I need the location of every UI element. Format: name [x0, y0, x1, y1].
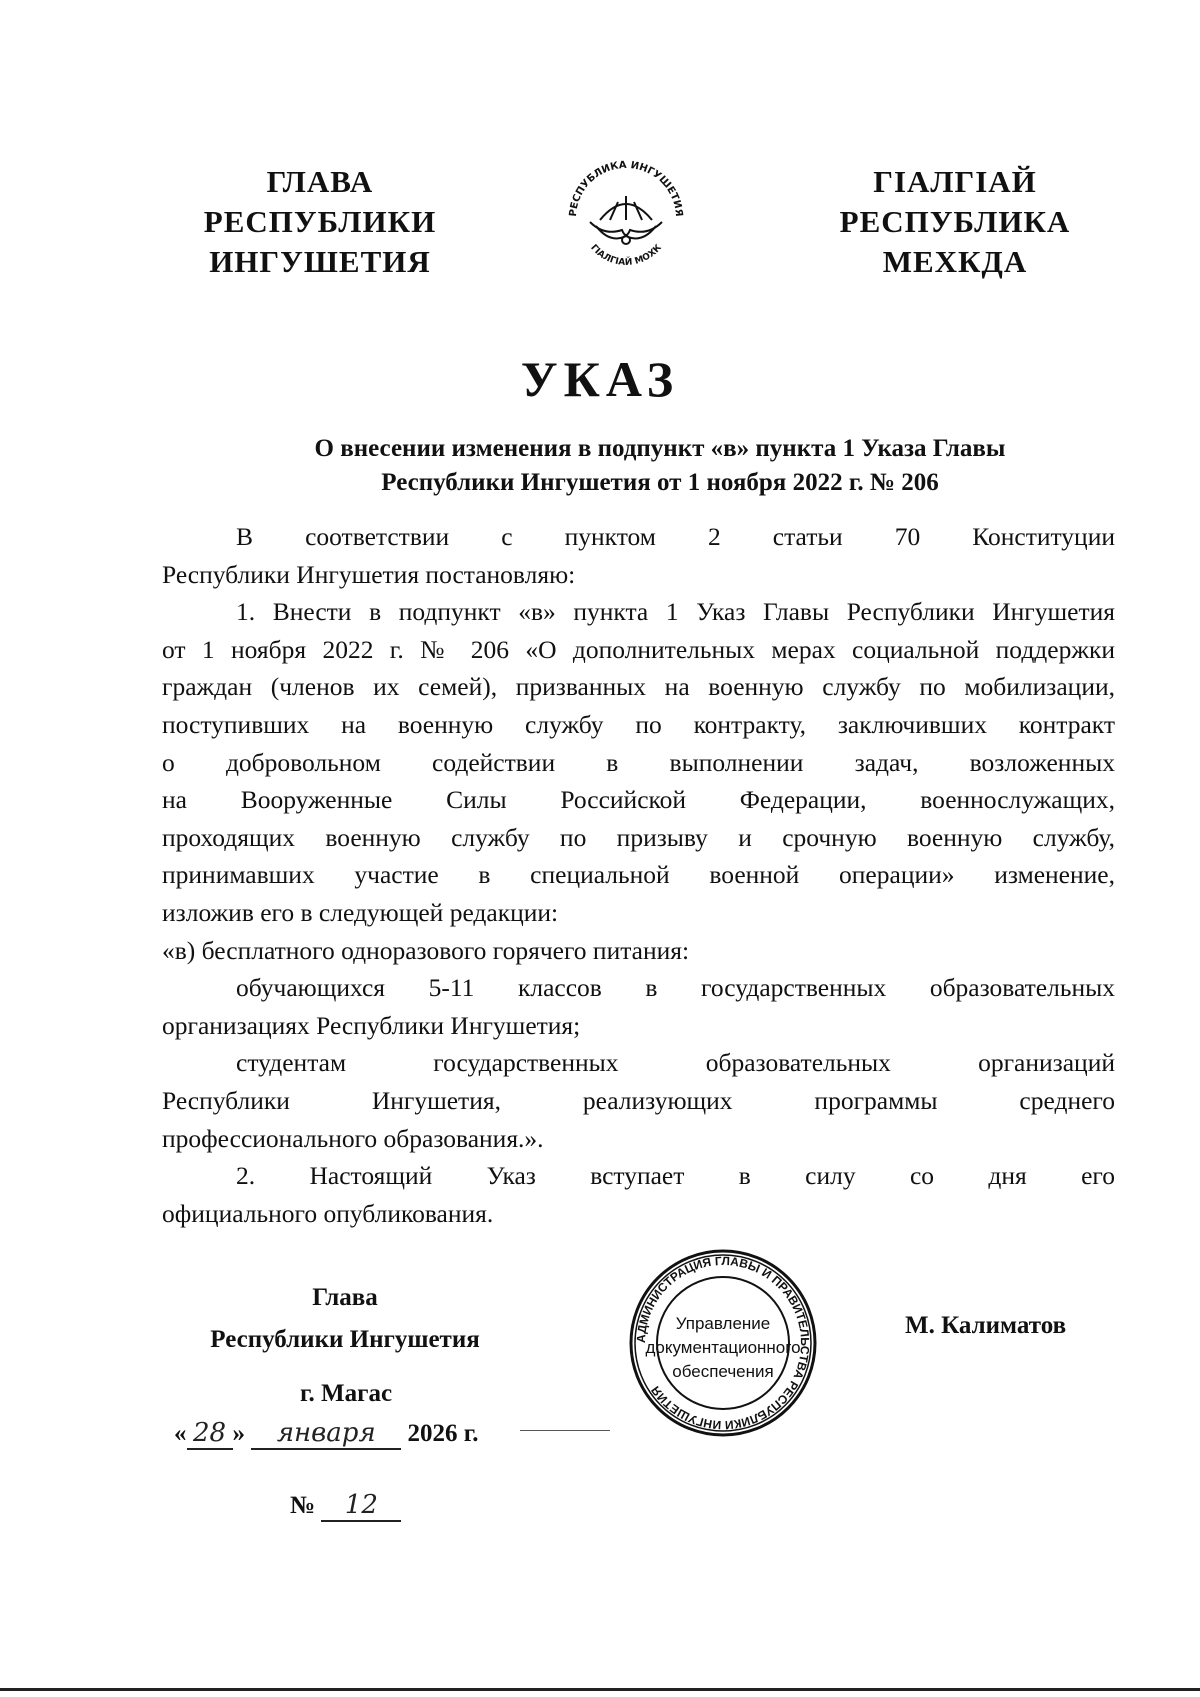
- emblem-top-text: РЕСПУБЛИКА ИНГУШЕТИЯ: [567, 159, 685, 218]
- text-line: о добровольном содействии в выполнении задач, возложенных: [162, 747, 1115, 777]
- header-right-line: РЕСПУБЛИКА: [839, 204, 1071, 239]
- text-line: студентам государственных образовательных организаций: [236, 1048, 1115, 1078]
- paragraph-1: [162, 518, 1115, 593]
- header-right-line: ГІАЛГІАЙ: [873, 164, 1037, 199]
- text-line: изложив его в следующей редакции:: [162, 897, 559, 927]
- document-number: [290, 1490, 401, 1522]
- date-day: 28: [187, 1418, 233, 1450]
- text-line: профессионального образования.».: [162, 1123, 544, 1153]
- text-line: граждан (членов их семей), призванных на военную службу по мобилизации,: [162, 672, 1115, 702]
- number-label: №: [290, 1492, 316, 1519]
- date-close-quote: »: [232, 1420, 245, 1447]
- text-line: 1. Внести в подпункт «в» пункта 1 Указ Главы Республики Ингушетия: [236, 597, 1115, 627]
- text-line: Республики Ингушетия, реализующих программы среднего: [162, 1085, 1115, 1115]
- document-subject: [160, 432, 1160, 500]
- text-line: обучающихся 5-11 классов в государственных образовательных: [236, 973, 1115, 1003]
- text-line: 2. Настоящий Указ вступает в силу со дня его: [236, 1161, 1115, 1191]
- paragraph-6: [162, 1157, 1115, 1232]
- emblem-figure-icon: [590, 196, 662, 244]
- signature-position: [180, 1277, 510, 1361]
- stamp-center-line: обеспечения: [672, 1362, 774, 1381]
- date-year: 2026 г.: [407, 1420, 479, 1447]
- text-line: «в) бесплатного одноразового горячего питания:: [162, 935, 690, 965]
- signature-position-line: Республики Ингушетия: [210, 1326, 480, 1353]
- header-left: [170, 162, 470, 282]
- document-date: [174, 1418, 479, 1450]
- text-line: организациях Республики Ингушетия;: [162, 1010, 581, 1040]
- date-month: января: [251, 1418, 401, 1450]
- header-left-line: РЕСПУБЛИКИ: [203, 204, 437, 239]
- svg-text:ГІАЛГІАЙ МОХК: [588, 242, 664, 268]
- paragraph-4: [162, 969, 1115, 1044]
- text-line: поступивших на военную службу по контракту, заключивших контракт: [162, 709, 1115, 739]
- header-left-line: ГЛАВА: [266, 164, 374, 199]
- signature-position-line: Глава: [312, 1284, 378, 1311]
- text-line: Республики Ингушетия постановляю:: [162, 559, 576, 589]
- date-open-quote: «: [174, 1420, 187, 1447]
- text-line: принимавших участие в специальной военной операции» изменение,: [162, 860, 1115, 890]
- text-line: официального опубликования.: [162, 1198, 494, 1228]
- text-line: В соответствии с пунктом 2 статьи 70 Конституции: [236, 522, 1115, 551]
- divider: [520, 1430, 610, 1431]
- document-body: [162, 518, 1115, 1232]
- place-of-signing: г. Магас: [300, 1380, 393, 1407]
- document-title: УКАЗ: [520, 351, 680, 407]
- signatory-name: М. Калиматов: [905, 1312, 1067, 1339]
- subject-line: Республики Ингушетия от 1 ноября 2022 г. № 206: [381, 469, 939, 496]
- stamp-center-line: документационного: [645, 1338, 801, 1357]
- stamp-center-line: Управление: [675, 1314, 771, 1333]
- paragraph-5: [162, 1044, 1115, 1157]
- text-line: от 1 ноября 2022 г. № 206 «О дополнительных мерах социальной поддержки: [162, 634, 1115, 664]
- text-line: на Вооруженные Силы Российской Федерации, военнослужащих,: [162, 785, 1115, 815]
- emblem-seal: [560, 148, 692, 278]
- paragraph-3: [162, 932, 1115, 970]
- stamp-ring-text: АДМИНИСТРАЦИЯ ГЛАВЫ И ПРАВИТЕЛЬСТВА РЕСПУБЛИКИ ИНГУШЕТИЯ: [633, 1253, 813, 1433]
- bottom-edge-line: [0, 1688, 1200, 1691]
- text-line: проходящих военную службу по призыву и срочную военную службу,: [162, 822, 1115, 852]
- subject-line: О внесении изменения в подпункт «в» пункта 1 Указа Главы: [314, 435, 1006, 462]
- header-left-line: ИНГУШЕТИЯ: [209, 244, 431, 279]
- stamp-center-text: [628, 1312, 818, 1384]
- header-right-line: МЕХКДА: [882, 244, 1028, 279]
- paragraph-2: [162, 593, 1115, 931]
- header-right: [805, 162, 1105, 282]
- number-value: 12: [321, 1490, 401, 1522]
- emblem-bottom-text: ГІАЛГІАЙ МОХК: [588, 242, 664, 269]
